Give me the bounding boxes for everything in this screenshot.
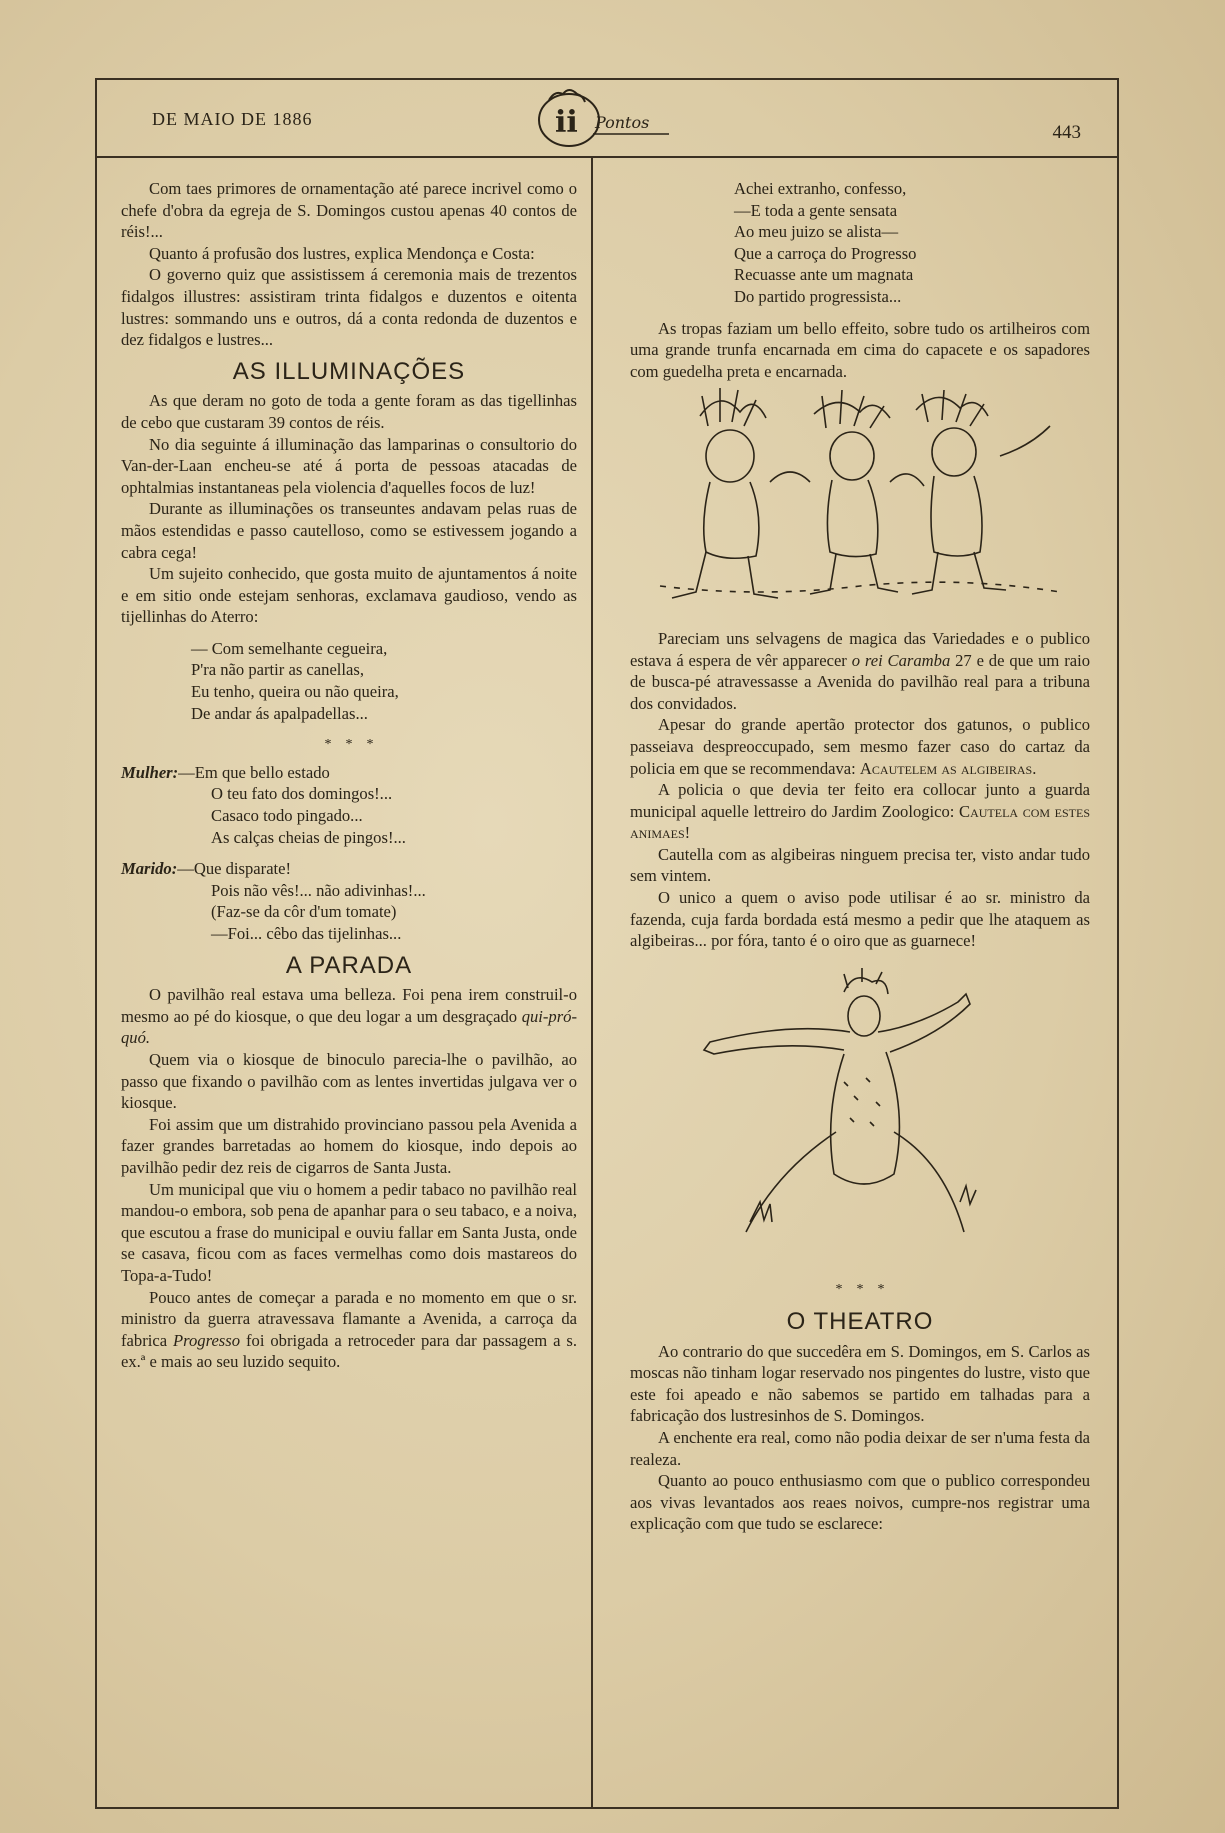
verse-line: Ao meu juizo se alista—: [734, 222, 899, 242]
dialogue-line: Casaco todo pingado...: [211, 806, 363, 826]
verse-line: — Com semelhante cegueira,: [191, 638, 388, 658]
masthead-logo: [529, 86, 679, 150]
verse-line: P'ra não partir as canellas,: [191, 660, 365, 680]
paragraph: Um sujeito conhecido, que gosta muito de ajuntamentos á noite e em sitio onde estejam senhoras, exclamava gaudioso, vendo as tijellinhas do Aterro:: [121, 564, 577, 627]
page-number: 443: [1052, 122, 1081, 143]
paragraph: O pavilhão real estava uma belleza. Foi pena irem construil-o mesmo ao pé do kiosque, o que deu logar a um desgraçado qui-pró-quó.: [121, 985, 577, 1048]
paragraph: O governo quiz que assistissem á ceremonia mais de trezentos fidalgos illustres: assistiram trinta fidalgos e duzentos e oitenta lustres: sommando uns e outros, dá a conta redonda de duzentos e dez fidalgos e lustres...: [121, 265, 577, 350]
section-heading-parada: A PARADA: [285, 951, 413, 979]
dialogue-line: —Foi... cêbo das tijelinhas...: [211, 924, 402, 943]
dialogue-line: Pois não vês!... não adivinhas!...: [211, 880, 426, 900]
paragraph: Durante as illuminações os transeuntes andavam pelas ruas de mãos estendidas e passo cautelloso, como se estivessem jogando a cabra cega!: [121, 499, 577, 562]
paragraph: Apesar do grande apertão protector dos gatunos, o publico passeiava despreoccupado, sem mesmo fazer caso do cartaz da policia em que se recommendava: Acautelem as algibeiras.: [630, 715, 1090, 778]
verse-line: De andar ás apalpadellas...: [191, 703, 368, 723]
verse-line: —E toda a gente sensata: [734, 200, 898, 220]
dialogue-husband: [121, 858, 577, 944]
section-separator: * * *: [835, 1282, 885, 1298]
svg-text:Pontos: Pontos: [595, 113, 650, 132]
svg-text:ii: ii: [555, 105, 578, 140]
verse-line: Eu tenho, queira ou não queira,: [191, 682, 399, 702]
speaker-label: Mulher:: [121, 762, 179, 782]
paragraph: Ao contrario do que succedêra em S. Domingos, em S. Carlos as moscas não tinham logar reservado nos pingentes do lustre, visto que este foi apeado e não sabemos se partido em talhadas para a fabricação dos lustresinhos de S. Domingos.: [630, 1341, 1090, 1426]
verse-line: Que a carroça do Progresso: [734, 243, 917, 263]
paragraph: Com taes primores de ornamentação até parece incrivel como o chefe d'obra da egreja de S. Domingos custou apenas 40 contos de réis!...: [121, 179, 577, 242]
paragraph: O unico a quem o aviso pode utilisar é ao sr. ministro da fazenda, cuja farda bordada está mesmo a pedir que lhe ataquem as algibeiras... por fóra, tanto é o oiro que as guarnece!: [630, 888, 1090, 951]
paragraph: Quanto ao pouco enthusiasmo com que o publico correspondeu aos vivas levantados aos reaes noivos, cumpre-nos registrar uma explicação com que tudo se esclarece:: [630, 1471, 1090, 1534]
paragraph: No dia seguinte á illuminação das lamparinas o consultorio do Van-der-Laan encheu-se até á porta de pessoas atacadas de ophtalmias instantaneas pela violencia d'aquelles focos de luz!: [121, 434, 577, 497]
dialogue-line: O teu fato dos domingos!...: [211, 784, 393, 804]
paragraph: Quanto á profusão dos lustres, explica Mendonça e Costa:: [149, 243, 535, 263]
paragraph: Foi assim que um distrahido provinciano passou pela Avenida a fazer grandes barretadas ao homem do kiosque, indo depois ao pavilhão pedir dez reis de cigarros de Santa Justa.: [121, 1114, 577, 1177]
verse-block: [191, 638, 577, 724]
page-frame: [95, 78, 1119, 1809]
section-heading-theatro: O THEATRO: [786, 1308, 934, 1336]
column-divider: [591, 158, 593, 1807]
dialogue-line: (Faz-se da côr d'um tomate): [211, 902, 397, 922]
section-heading-illuminacoes: AS ILLUMINAÇÕES: [232, 357, 466, 385]
speaker-label: Marido:: [121, 859, 178, 879]
paragraph: Pareciam uns selvagens de magica das Variedades e o publico estava á espera de vêr apparecer o rei Caramba 27 e de que um raio de busca-pé atravessasse a Avenida do pavilhão real para a tribuna dos convidados.: [630, 628, 1091, 713]
illustration-dancer: [630, 962, 1090, 1262]
verse-block: [734, 178, 1090, 308]
illustration-soldiers: [630, 386, 1090, 614]
dialogue-line: —Em que bello estado: [178, 762, 330, 782]
issue-date: DE MAIO DE 1886: [152, 109, 313, 129]
dialogue-line: —Que disparate!: [177, 859, 292, 879]
verse-line: Recuasse ante um magnata: [734, 265, 914, 285]
paragraph: Quem via o kiosque de binoculo parecia-lhe o pavilhão, ao passo que fixando o pavilhão com as lentes invertidas julgava ver o kiosque.: [121, 1049, 577, 1113]
left-column: [121, 178, 577, 1373]
paragraph: Pouco antes de começar a parada e no momento em que o sr. ministro da guerra atravessava flamante a Avenida, a carroça da fabrica Progresso foi obrigada a retroceder para dar passagem a s. ex.ª e mais ao seu luzido sequito.: [121, 1287, 578, 1372]
paragraph: As tropas faziam um bello effeito, sobre tudo os artilheiros com uma grande trunfa encarnada em cima do capacete e os sapadores com guedelha preta e encarnada.: [630, 318, 1090, 381]
dialogue-line: As calças cheias de pingos!...: [211, 827, 406, 847]
paragraph: A enchente era real, como não podia deixar de ser n'uma festa da realeza.: [630, 1428, 1090, 1469]
right-column: [630, 178, 1090, 1535]
paragraph: Cautella com as algibeiras ninguem precisa ter, visto andar tudo sem vintem.: [630, 844, 1090, 886]
section-separator: * * *: [324, 737, 374, 753]
verse-line: Achei extranho, confesso,: [734, 179, 907, 198]
page-header: [97, 80, 1117, 158]
dialogue-wife: [121, 762, 577, 848]
verse-line: Do partido progressista...: [734, 286, 902, 306]
paragraph: As que deram no goto de toda a gente foram as das tigellinhas de cebo que custaram 39 contos de réis.: [121, 391, 577, 432]
paragraph: Um municipal que viu o homem a pedir tabaco no pavilhão real mandou-o embora, sob pena de apanhar para o seu tabaco, e a noiva, que escutou a frase do municipal e ouviu fallar em Santa Justa, onde se casava, ficou com as faces vermelhas como dois mastareos do Topa-a-Tudo!: [121, 1179, 577, 1285]
paragraph: A policia o que devia ter feito era collocar junto a guarda municipal aquelle lettreiro do Jardim Zoologico: Cautela com estes animaes!: [630, 780, 1090, 843]
